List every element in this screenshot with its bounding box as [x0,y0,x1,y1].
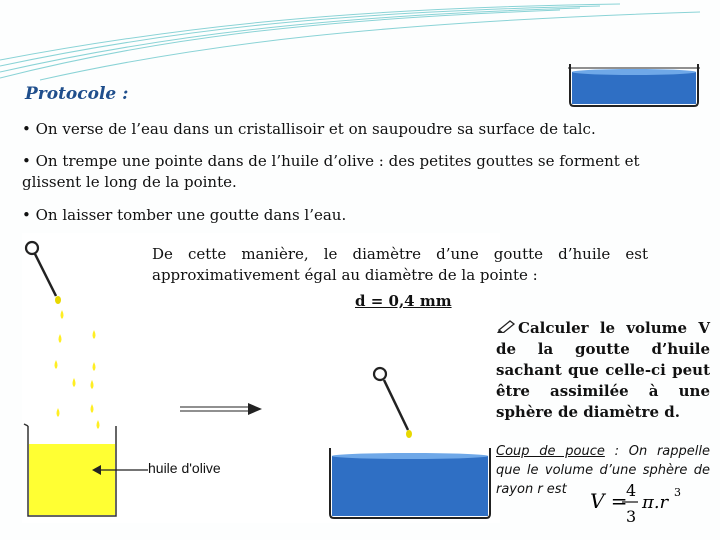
protocol-title: Protocole : [25,84,129,104]
arrow-left-icon [92,463,148,477]
hint-label: Coup de pouce [496,444,605,459]
formula-lhs: V = [590,489,628,513]
bullet-1: • On verse de l’eau dans un cristallisoir et on saupoudre sa surface de talc. [22,120,596,138]
formula-num: 4 [626,481,637,500]
manner-text: De cette manière, le diamètre d’une goutte d’huile est approximativement égal au diamètre de la pointe : [152,245,648,284]
oil-label: huile d'olive [148,460,221,476]
question-text [496,318,710,423]
bullet-2: • On trempe une pointe dans de l’huile d’olive : des petites gouttes se forment et glissent le long de la pointe. [22,152,640,191]
arrow-right-icon [180,402,262,416]
question-label: Calculer le volume V de la goutte d’huile sachant que celle-ci peut être assimilée à une sphère de diamètre d. [496,319,710,421]
formula-den: 3 [626,507,637,526]
formula-exp: 3 [674,486,681,499]
hint-body: : On rappelle que le volume d’une sphère de rayon r est [496,444,710,497]
crystallizer-top-image [564,56,704,110]
sphere-volume-formula [588,478,698,528]
oil-drops-diagram [22,238,157,523]
bullet-3: • On laisser tomber une goutte dans l’eau. [22,206,347,224]
needle-crystallizer-diagram [318,362,500,522]
diameter-value: d = 0,4 mm [355,292,452,310]
formula-rhs: π.r [642,492,669,513]
pencil-icon [496,319,518,333]
